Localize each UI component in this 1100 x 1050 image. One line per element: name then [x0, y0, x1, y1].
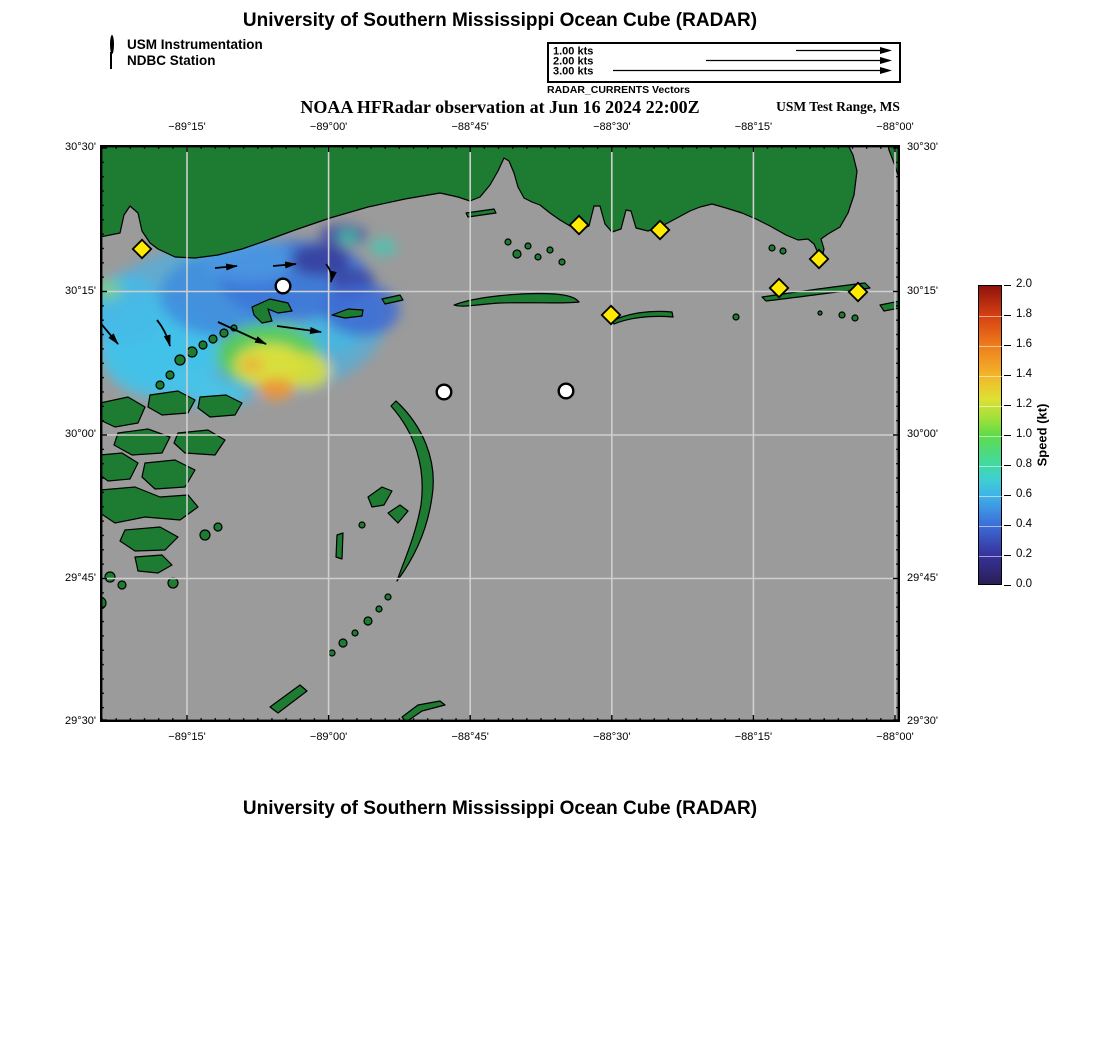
lon-tick-label-bottom: −88°15': [734, 731, 773, 743]
lon-tick-label-top: −88°30': [593, 121, 631, 133]
colorbar-tick-label: 1.8: [1016, 308, 1032, 320]
lat-tick-label-right: 30°30': [907, 141, 938, 153]
lat-tick-label-left: 30°15': [65, 284, 96, 297]
lat-tick-label-left: 29°45': [65, 571, 96, 584]
vector-scale-label: 2.00 kts: [553, 55, 594, 68]
colorbar-tick: [1004, 375, 1011, 376]
vector-scale-label: 1.00 kts: [553, 45, 594, 58]
colorbar-gridline: [979, 496, 1003, 497]
colorbar-tick: [1004, 315, 1011, 316]
lon-tick-label-bottom: −88°00': [876, 731, 914, 743]
lat-tick-label-right: 30°00': [907, 428, 938, 440]
colorbar-gridline: [979, 466, 1003, 467]
colorbar-tick-label: 1.6: [1016, 338, 1032, 350]
legend-label-ndbc: NDBC Station: [127, 52, 216, 68]
colorbar-gridline: [979, 316, 1003, 317]
lon-tick-label-bottom: −89°15': [168, 731, 206, 743]
colorbar-tick-label: 0.2: [1016, 548, 1032, 560]
colorbar-gridline: [979, 556, 1003, 557]
colorbar-tick-label: 0.4: [1016, 518, 1032, 530]
colorbar-gridline: [979, 436, 1003, 437]
lon-tick-label-top: −89°00': [309, 121, 348, 133]
colorbar-tick-label: 2.0: [1016, 278, 1032, 290]
lat-tick-label-right: 29°30': [907, 715, 938, 727]
lat-tick-label-left: 30°00': [65, 428, 96, 440]
colorbar-tick: [1004, 345, 1011, 346]
lat-tick-label-right: 29°45': [907, 571, 938, 584]
colorbar-tick: [1004, 465, 1011, 466]
lon-tick-label-top: −88°15': [734, 121, 773, 133]
page-title: University of Southern Mississippi Ocean Cube (RADAR): [242, 10, 758, 31]
lat-tick-label-left: 29°30': [65, 715, 96, 727]
colorbar-tick-label: 0.0: [1016, 578, 1032, 590]
observation-subtitle: NOAA HFRadar observation at Jun 16 2024 22:00Z: [300, 97, 700, 117]
colorbar-gradient: [978, 285, 1002, 585]
colorbar-gridline: [979, 526, 1003, 527]
colorbar-tick-label: 1.0: [1016, 428, 1032, 440]
colorbar-tick: [1004, 555, 1011, 556]
colorbar-gridline: [979, 346, 1003, 347]
test-range-label: USM Test Range, MS: [776, 99, 900, 114]
colorbar-tick: [1004, 585, 1011, 586]
colorbar-tick-label: 0.6: [1016, 488, 1032, 500]
colorbar-tick: [1004, 525, 1011, 526]
colorbar-tick-label: 0.8: [1016, 458, 1032, 470]
colorbar-tick: [1004, 435, 1011, 436]
colorbar-axis-label: Speed (kt): [1034, 403, 1050, 467]
lat-tick-label-right: 30°15': [907, 284, 938, 297]
lat-tick-label-left: 30°30': [65, 141, 96, 153]
colorbar-tick-label: 1.2: [1016, 398, 1032, 410]
colorbar-gridline: [979, 406, 1003, 407]
colorbar-tick: [1004, 285, 1011, 286]
colorbar-tick: [1004, 405, 1011, 406]
colorbar-tick: [1004, 495, 1011, 496]
vector-scale-label: 3.00 kts: [553, 65, 594, 77]
colorbar-gridline: [979, 376, 1003, 377]
lon-tick-label-top: −88°00': [876, 121, 914, 133]
footer-title: University of Southern Mississippi Ocean Cube (RADAR): [242, 798, 758, 819]
lon-tick-label-top: −89°15': [168, 121, 206, 133]
lon-tick-label-bottom: −88°30': [593, 731, 631, 743]
vector-legend-caption: RADAR_CURRENTS Vectors: [547, 84, 690, 96]
lon-tick-label-bottom: −89°00': [309, 731, 348, 743]
lon-tick-label-top: −88°45': [451, 121, 489, 133]
legend-label-usm: USM Instrumentation: [127, 36, 263, 52]
colorbar-tick-label: 1.4: [1016, 368, 1032, 380]
colorbar: [978, 278, 1088, 590]
lon-tick-label-bottom: −88°45': [451, 731, 489, 743]
